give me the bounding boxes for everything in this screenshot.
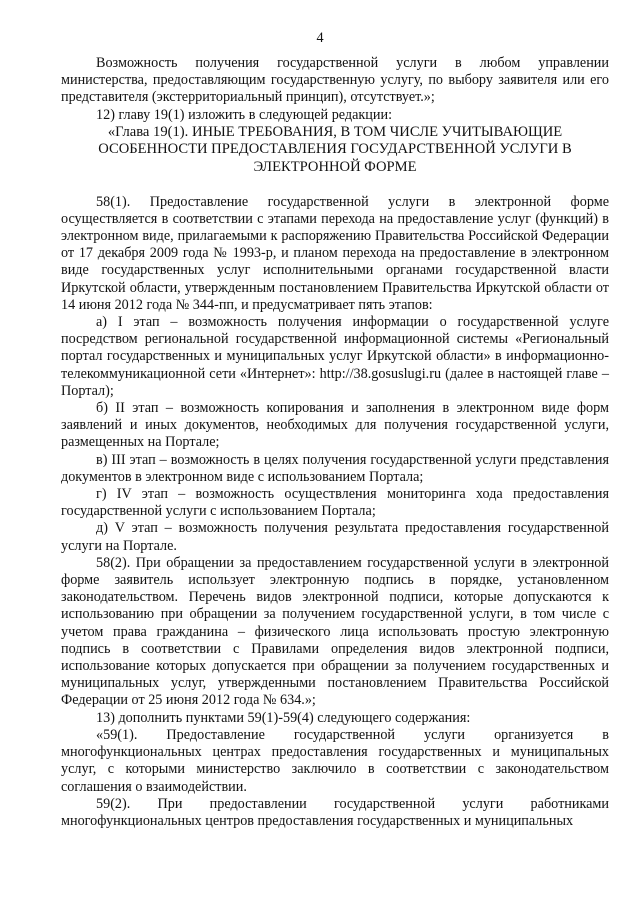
paragraph-item-12: 12) главу 19(1) изложить в следующей редакции: [96, 106, 393, 123]
chapter-heading-line-3: ЭЛЕКТРОННОЙ ФОРМЕ [253, 159, 417, 175]
stage-b: б) II этап – возможность копирования и заполнения в электронном виде форм заявлений и иных документов, необходимых для получения государственной услуги, размещенных на Портале; [61, 400, 609, 451]
stage-g: г) IV этап – возможность осуществления мониторинга хода предоставления государственной услуги с использованием Портала; [61, 486, 609, 520]
paragraph-58-2: 58(2). При обращении за предоставлением государственной услуги в электронной форме заявитель использует электронную подпись в порядке, установленном законодательством. Перечень видов электронной подписи, которые допускаются к использованию при обращении за получением государственной услуги, в том числе с учетом права гражданина – физического лица использовать простую электронную подпись в соответствии с Правилами определения видов электронной подписи, использование которых допускается при обращении за получением государственных и муниципальных услуг, утвержденными постановлением Правительства Российской Федерации от 25 июня 2012 года № 634.»; [61, 554, 609, 709]
stage-d: д) V этап – возможность получения результата предоставления государственной услуги на Портале. [61, 520, 609, 554]
chapter-heading-line-1: «Глава 19(1). ИНЫЕ ТРЕБОВАНИЯ, В ТОМ ЧИСЛЕ УЧИТЫВАЮЩИЕ [107, 123, 563, 140]
paragraph-58-1: 58(1). Предоставление государственной услуги в электронной форме осуществляется в соответствии с этапами перехода на предоставление услуг (функций) в электронном виде, прилагаемыми к распоряжению Правительства Российской Федерации от 17 декабря 2009 года № 1993-р, и планом перехода на предоставление в электронном виде государственных услуг исполнительными органами государственной власти Иркутской области, утвержденным постановлением Правительства Иркутской области от 14 июня 2012 года № 344-пп, и предусматривает пять этапов: [61, 193, 609, 313]
chapter-heading-line-2: ОСОБЕННОСТИ ПРЕДОСТАВЛЕНИЯ ГОСУДАРСТВЕННОЙ УСЛУГИ В [98, 141, 572, 158]
chapter-heading [61, 124, 609, 177]
paragraph-59-1: «59(1). Предоставление государственной услуги организуется в многофункциональных центрах предоставления государственных и муниципальных услуг, с которыми министерство заключило в соответствии с законодательством соглашения о взаимодействии. [61, 726, 609, 795]
paragraph-59-2: 59(2). При предоставлении государственной услуги работниками многофункциональных центров предоставления государственных и муниципальных [61, 795, 609, 829]
page-number: 4 [316, 30, 324, 46]
paragraph-extraterritorial: Возможность получения государственной услуги в любом управлении министерства, предоставляющим государственную услугу, по выбору заявителя или его представителя (экстерриториальный принцип), отсутствует.»; [61, 55, 609, 106]
stage-v: в) III этап – возможность в целях получения государственной услуги представления документов в электронном виде с использованием Портала; [61, 451, 609, 485]
document-body [61, 55, 609, 830]
stage-a: а) I этап – возможность получения информации о государственной услуге посредством региональной государственной информационной системы «Региональный портал государственных и муниципальных услуг Иркутской области» в информационно-телекоммуникационной сети «Интернет»: http://38.gosuslugi.ru (далее в настоящей главе – Портал); [61, 314, 609, 399]
paragraph-item-13: 13) дополнить пунктами 59(1)-59(4) следующего содержания: [96, 709, 471, 726]
